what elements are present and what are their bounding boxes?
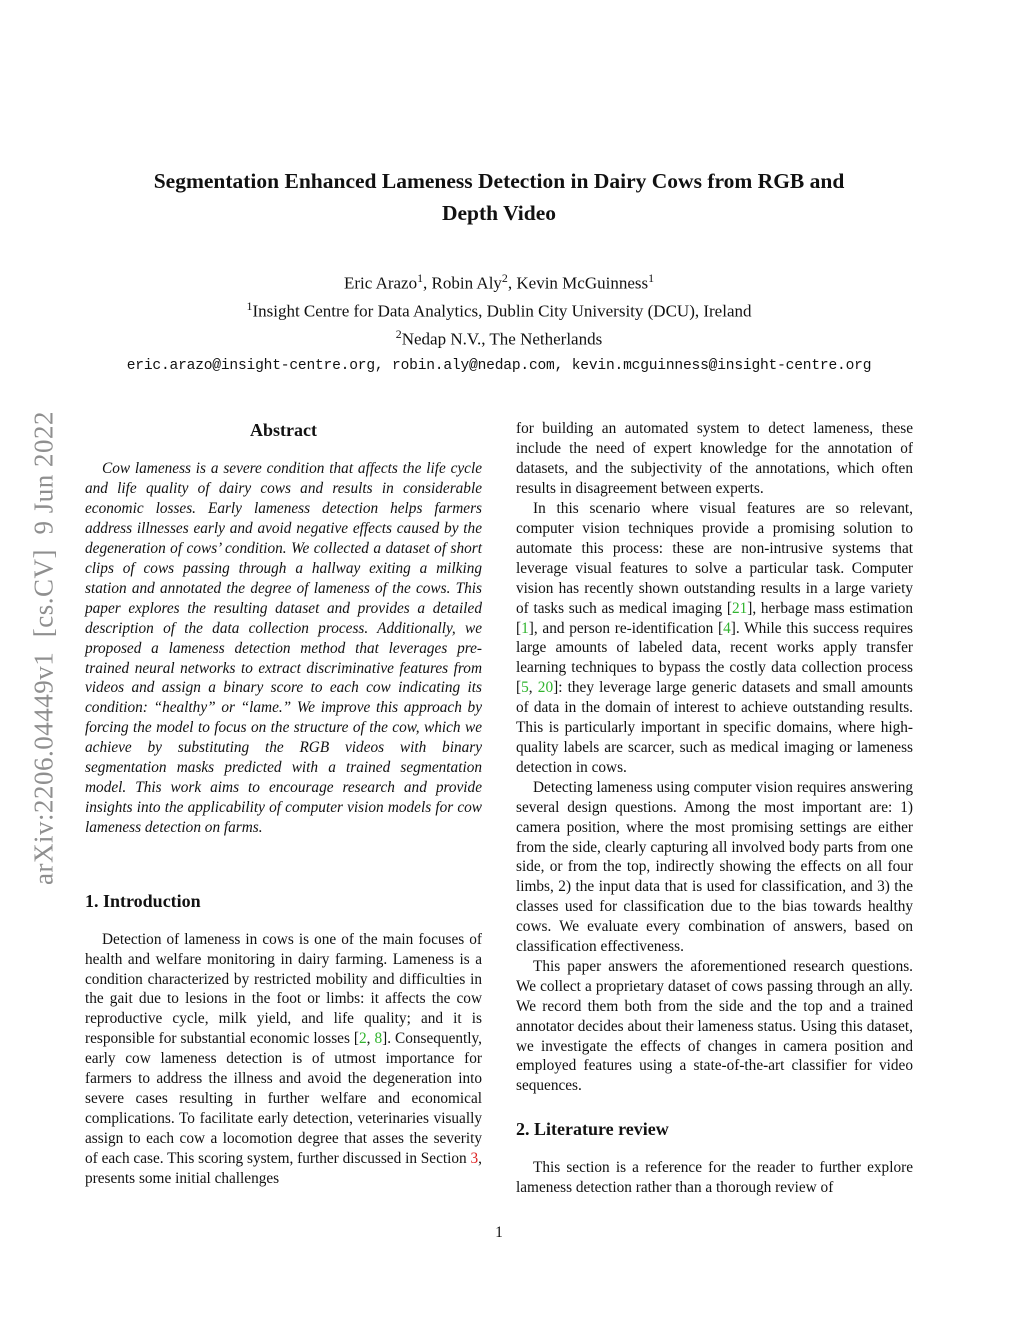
abstract-heading: Abstract	[250, 420, 317, 441]
right-column	[516, 419, 913, 1198]
paper-title-line1: Segmentation Enhanced Lameness Detection in Dairy Cows from RGB and	[153, 169, 845, 193]
text-run: This section is a reference for the reader to further explore lameness detection rather than a thorough review of	[516, 1159, 913, 1197]
text-run: Insight Centre for Data Analytics, Dublin City University (DCU), Ireland	[252, 301, 752, 321]
page-number: 1	[495, 1224, 503, 1241]
text-run: ,	[528, 679, 538, 697]
paper-title	[85, 165, 913, 229]
text-run: ], herbage mass estimation [	[516, 599, 913, 637]
text-run: , presents some initial challenges	[85, 1149, 482, 1187]
section-heading-literature-review: 2. Literature review	[516, 1119, 669, 1140]
text-run: ]. Consequently, early cow lameness detection is of utmost importance for farmers to address the illness and avoid the degeneration into severe cases resulting in further welfare and economical complications. To facilitate early detection, veterinaries visually assign to each cow a locomotion degree that asses the severity of each case. This scoring system, further discussed in Section	[85, 1030, 483, 1167]
text-run: for building an automated system to detect lameness, these include the need of expert knowledge for the annotation of datasets, and the subjectivity of the annotations, which often results in disagreement between experts.	[516, 420, 913, 498]
text-run: , Kevin McGuinness	[507, 273, 649, 293]
text-run: ], and person re-identification [	[528, 619, 724, 637]
text-run: Detecting lameness using computer vision requires answering several design questions. Among the most important are: 1) camera position, where the most promising settings are either from the side, clearly capturing all involved body parts from one side, or from the top, indirectly showing the effects on all four limbs, 2) the input data that is used for classification, and 3) the classes used for classification due to the bias towards healthy cows. We evaluate every combination of answers, based on classification effectiveness.	[516, 778, 913, 956]
authors-block	[85, 267, 913, 351]
two-column-body	[85, 419, 913, 1198]
text-run: This paper answers the aforementioned research questions. We collect a proprietary dataset of cows passing through an ally. We record them both from the side and the top and a trained annotator decides about their lameness status. Using this dataset, we investigate the effects of changes in camera position and employed features using a state-of-the-art classifier for video sequences.	[516, 957, 913, 1095]
superscript: 1	[417, 271, 424, 285]
text-run: Detection of lameness in cows is one of the main focuses of health and welfare monitoring in dairy farming. Lameness is a condition characterized by restricted mobility and difficulties in the gait due to lesions in the foot or limbs: it affects the cow reproductive cycle, milk yield, and life quality; and it is responsible for substantial economic losses [	[85, 930, 482, 1048]
superscript: 2	[395, 327, 402, 342]
paper-title-line2: Depth Video	[441, 201, 557, 225]
text-run: ]. While this success requires large amounts of labeled data, recent works apply transfer learning techniques to bypass the costly data collection process [	[516, 619, 913, 697]
text-run: ,	[366, 1030, 375, 1048]
text-run: Cow lameness is a severe condition that affects the life cycle and life quality of dairy cows and results in considerable economic losses. Early lameness detection helps farmers address illnesses early and avoid negative effects caused by the degeneration of cows’ condition. We collected a dataset of short clips of cows passing through a hallway exiting a milking station and annotated the degree of lameness of the cows. This paper explores the resulting dataset and provides a detailed description of the data collection process. Additionally, we proposed a lameness detection method that leverages pre-trained neural networks to extract discriminative features from videos and assign a binary score to each cow indicating its condition: “healthy” or “lame.” We improve this approach by forcing the model to focus on the structure of the cow, which we achieve by substituting the RGB videos with binary segmentation masks predicted with a trained segmentation model. This work aims to encourage research and provide insights into the applicability of computer vision models for cow lameness detection on farms.	[85, 460, 482, 836]
superscript: 1	[246, 299, 253, 314]
affiliation-2	[85, 323, 913, 351]
paper-content	[85, 0, 913, 1198]
section-ref-link[interactable]: 3	[470, 1149, 479, 1167]
body-paragraph	[516, 778, 913, 957]
citation-link[interactable]: 5	[521, 679, 529, 697]
citation-link[interactable]: 21	[731, 599, 748, 617]
superscript: 1	[648, 271, 655, 285]
citation-link[interactable]: 2	[359, 1030, 367, 1048]
superscript: 2	[501, 271, 508, 285]
citation-link[interactable]: 1	[521, 619, 529, 637]
introduction-paragraph	[85, 930, 482, 1189]
citation-link[interactable]: 4	[723, 619, 731, 637]
text-run: Eric Arazo	[343, 273, 418, 293]
body-paragraph	[516, 957, 913, 1096]
abstract-paragraph	[85, 459, 482, 837]
body-paragraph	[516, 499, 913, 778]
author-emails: eric.arazo@insight-centre.org, robin.aly@nedap.com, kevin.mcguinness@insight-centre.org	[126, 358, 872, 375]
body-paragraph	[516, 419, 913, 499]
text-run: ]: they leverage large generic datasets and small amounts of data in the domain of interest to achieve outstanding results. This is particularly important in specific domains, where high-quality labels are scarcer, such as medical imaging or lameness detection in cows.	[516, 679, 913, 776]
text-run: Nedap N.V., The Netherlands	[401, 329, 603, 349]
literature-review-paragraph	[516, 1158, 913, 1198]
text-run: , Robin Aly	[423, 273, 502, 293]
affiliation-1	[85, 295, 913, 323]
citation-link[interactable]: 20	[537, 679, 554, 697]
text-run: In this scenario where visual features are so relevant, computer vision techniques provide a promising solution to automate this process: these are non-intrusive systems that leverage visual features to solve a particular task. Computer vision has recently shown outstanding results in a large variety of tasks such as medical imaging [	[516, 500, 913, 617]
arxiv-watermark: arXiv:2206.04449v1 [cs.CV] 9 Jun 2022	[28, 411, 59, 885]
author-line	[85, 267, 913, 295]
citation-link[interactable]: 8	[374, 1030, 383, 1048]
left-column	[85, 419, 482, 1198]
section-heading-introduction: 1. Introduction	[85, 890, 201, 911]
